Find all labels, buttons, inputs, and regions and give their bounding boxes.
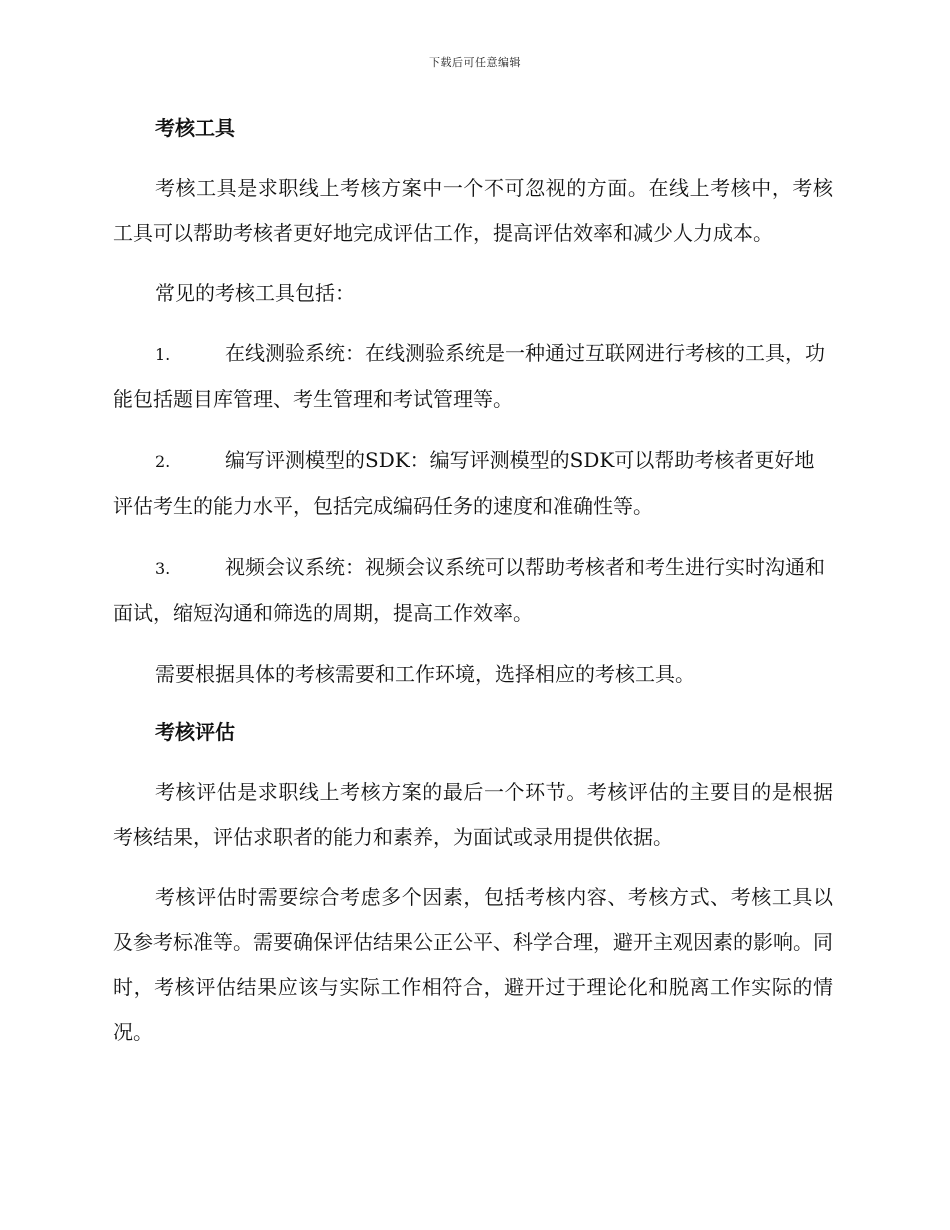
list-item-number: 3. xyxy=(155,559,171,578)
list-item-text: 编写评测模型的SDK：编写评测模型的SDK可以帮助考核者更好地评估考生的能力水平，包括完成编码任务的速度和准确性等。 xyxy=(113,448,815,518)
paragraph-tools-lead: 常见的考核工具包括： xyxy=(155,281,355,305)
paragraph-evaluation-1: 考核评估是求职线上考核方案的最后一个环节。考核评估的主要目的是根据考核结果，评估求职者的能力和素养，为面试或录用提供依据。 xyxy=(113,780,833,849)
list-item-number: 1. xyxy=(155,345,171,364)
paragraph-tools-intro: 考核工具是求职线上考核方案中一个不可忽视的方面。在线上考核中，考核工具可以帮助考核者更好地完成评估工作，提高评估效率和减少人力成本。 xyxy=(113,176,833,245)
section-heading-tools: 考核工具 xyxy=(155,116,235,140)
list-item-number: 2. xyxy=(155,452,171,471)
list-item xyxy=(113,438,833,529)
page-header: 下载后可任意编辑 xyxy=(429,56,521,69)
section-heading-evaluation: 考核评估 xyxy=(155,720,235,744)
paragraph-tools-closing: 需要根据具体的考核需要和工作环境，选择相应的考核工具。 xyxy=(155,662,695,686)
document-body xyxy=(113,108,833,1070)
list-item-text: 在线测验系统：在线测验系统是一种通过互联网进行考核的工具，功能包括题目库管理、考生管理和考试管理等。 xyxy=(113,341,825,411)
list-item xyxy=(113,545,833,636)
list-item-text: 视频会议系统：视频会议系统可以帮助考核者和考生进行实时沟通和面试，缩短沟通和筛选的周期，提高工作效率。 xyxy=(113,555,825,625)
paragraph-evaluation-2: 考核评估时需要综合考虑多个因素，包括考核内容、考核方式、考核工具以及参考标准等。需要确保评估结果公正公平、科学合理，避开主观因素的影响。同时，考核评估结果应该与实际工作相符合，避开过于理论化和脱离工作实际的情况。 xyxy=(113,885,833,1044)
list-item xyxy=(113,331,833,422)
